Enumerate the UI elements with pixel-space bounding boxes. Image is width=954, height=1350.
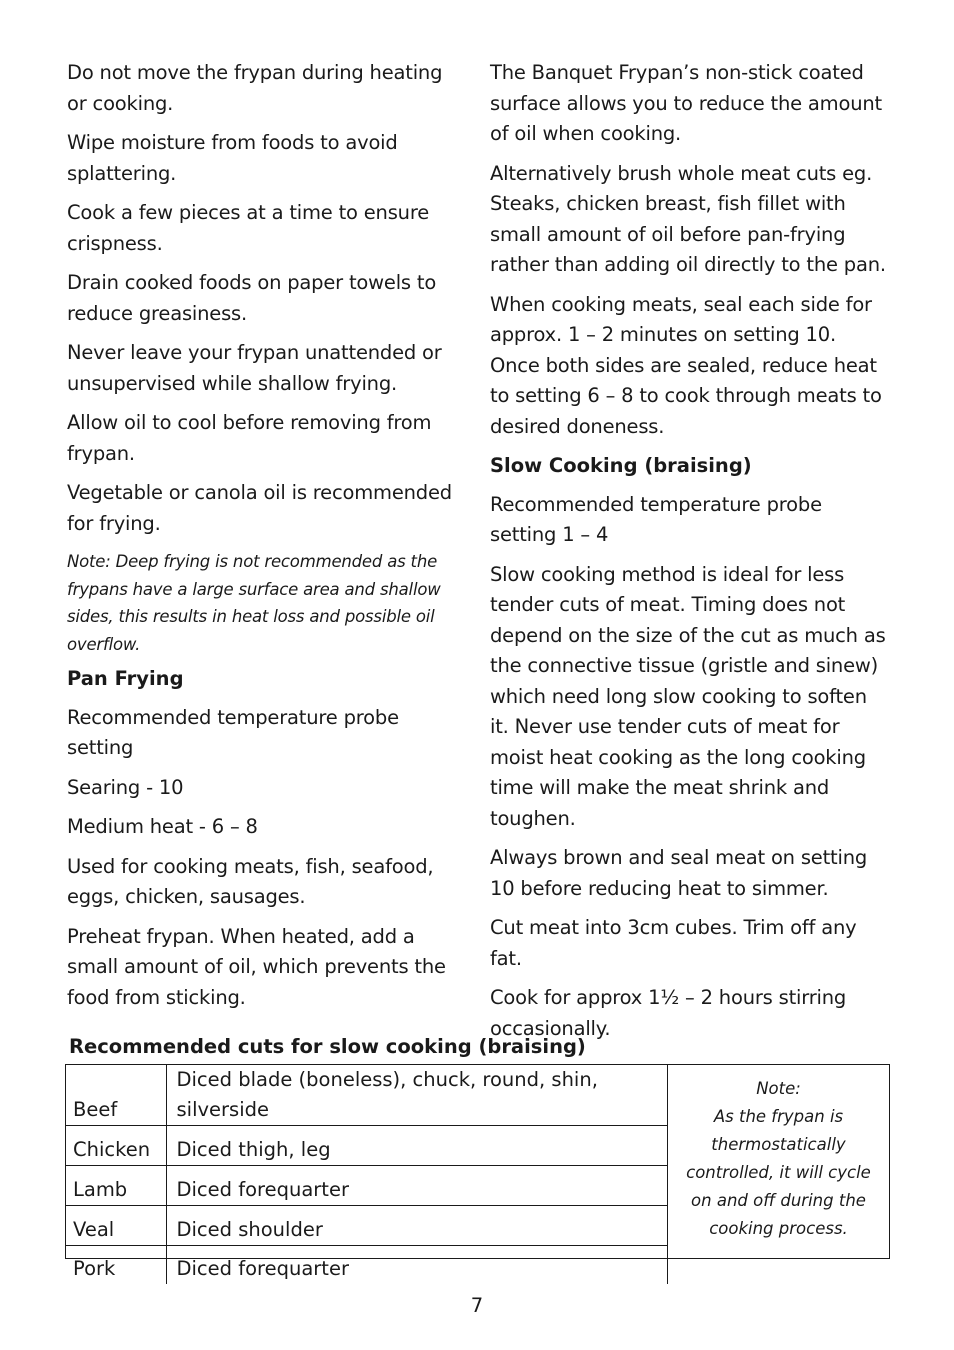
cuts-table-title: Recommended cuts for slow cooking (braising) <box>69 1035 586 1058</box>
paragraph: When cooking meats, seal each side for approx. 1 – 2 minutes on setting 10. Once both sides are sealed, reduce heat to setting 6 – 8 to cook through meats to desired doneness. <box>490 292 882 438</box>
note-line: controlled, it will cycle <box>686 1163 871 1182</box>
cut-cell: Diced forequarter <box>166 1166 667 1206</box>
table-row <box>66 1126 667 1166</box>
note-line: As the frypan is <box>713 1107 844 1126</box>
paragraph: Do not move the frypan during heating or cooking. <box>67 61 443 115</box>
paragraph: Slow cooking method is ideal for less tender cuts of meat. Timing does not depend on the size of the cut as much as the connective tissue (gristle and sinew) which need long slow cooking to soften it. Never use tender cuts of meat for moist heat cooking as the long cooking time will make the meat shrink and toughen. <box>490 562 886 830</box>
paragraph: Medium heat - 6 – 8 <box>67 815 258 838</box>
cut-cell: Diced blade (boneless), chuck, round, shin, silverside <box>166 1065 667 1126</box>
meat-cell: Pork <box>66 1246 166 1284</box>
paragraph: Searing - 10 <box>67 775 184 799</box>
thermostat-note <box>668 1065 889 1258</box>
page-number: 7 <box>470 1294 484 1317</box>
paragraph: Recommended temperature probe setting <box>67 705 399 759</box>
paragraph: Cook for approx 1½ – 2 hours stirring occasionally. <box>490 986 847 1040</box>
left-column <box>67 58 467 1022</box>
paragraph: Allow oil to cool before removing from frypan. <box>67 411 432 465</box>
paragraph: Cook a few pieces at a time to ensure crispness. <box>67 201 430 255</box>
deep-frying-note: Note: Deep frying is not recommended as the frypans have a large surface area and shallow sides, this results in heat loss and possible oil overflow. <box>67 552 441 654</box>
meat-cell: Beef <box>66 1065 166 1126</box>
pan-frying-heading: Pan Frying <box>67 667 184 690</box>
paragraph: The Banquet Frypan’s non-stick coated surface allows you to reduce the amount of oil when cooking. <box>490 61 882 145</box>
slow-cooking-heading: Slow Cooking (braising) <box>490 454 752 477</box>
cut-cell: Diced shoulder <box>166 1206 667 1246</box>
cut-cell: Diced thigh, leg <box>166 1126 667 1166</box>
right-column <box>490 58 890 1053</box>
paragraph: Always brown and seal meat on setting 10 before reducing heat to simmer. <box>490 846 868 900</box>
note-label: Note: <box>756 1079 801 1098</box>
paragraph: Vegetable or canola oil is recommended for frying. <box>67 481 452 535</box>
paragraph: Recommended temperature probe setting 1 – 4 <box>490 492 822 546</box>
note-line: thermostatically <box>711 1135 846 1154</box>
meat-cell: Chicken <box>66 1126 166 1166</box>
paragraph: Wipe moisture from foods to avoid splattering. <box>67 131 398 185</box>
table-row <box>66 1166 667 1206</box>
paragraph: Used for cooking meats, fish, seafood, eggs, chicken, sausages. <box>67 854 434 908</box>
note-line: cooking process. <box>709 1219 848 1238</box>
table-row <box>66 1206 667 1246</box>
paragraph: Never leave your frypan unattended or unsupervised while shallow frying. <box>67 341 442 395</box>
cuts-table <box>65 1064 890 1280</box>
paragraph: Drain cooked foods on paper towels to reduce greasiness. <box>67 271 437 325</box>
paragraph: Alternatively brush whole meat cuts eg. Steaks, chicken breast, fish fillet with small amount of oil before pan-frying rather than adding oil directly to the pan. <box>490 161 886 276</box>
note-line: on and off during the <box>691 1191 866 1210</box>
meat-cell: Veal <box>66 1206 166 1246</box>
table-row <box>66 1246 667 1284</box>
paragraph: Cut meat into 3cm cubes. Trim off any fat. <box>490 916 857 970</box>
meat-cell: Lamb <box>66 1166 166 1206</box>
cut-cell: Diced forequarter <box>166 1246 667 1284</box>
paragraph: Preheat frypan. When heated, add a small amount of oil, which prevents the food from sticking. <box>67 924 446 1009</box>
table-row <box>66 1065 667 1126</box>
